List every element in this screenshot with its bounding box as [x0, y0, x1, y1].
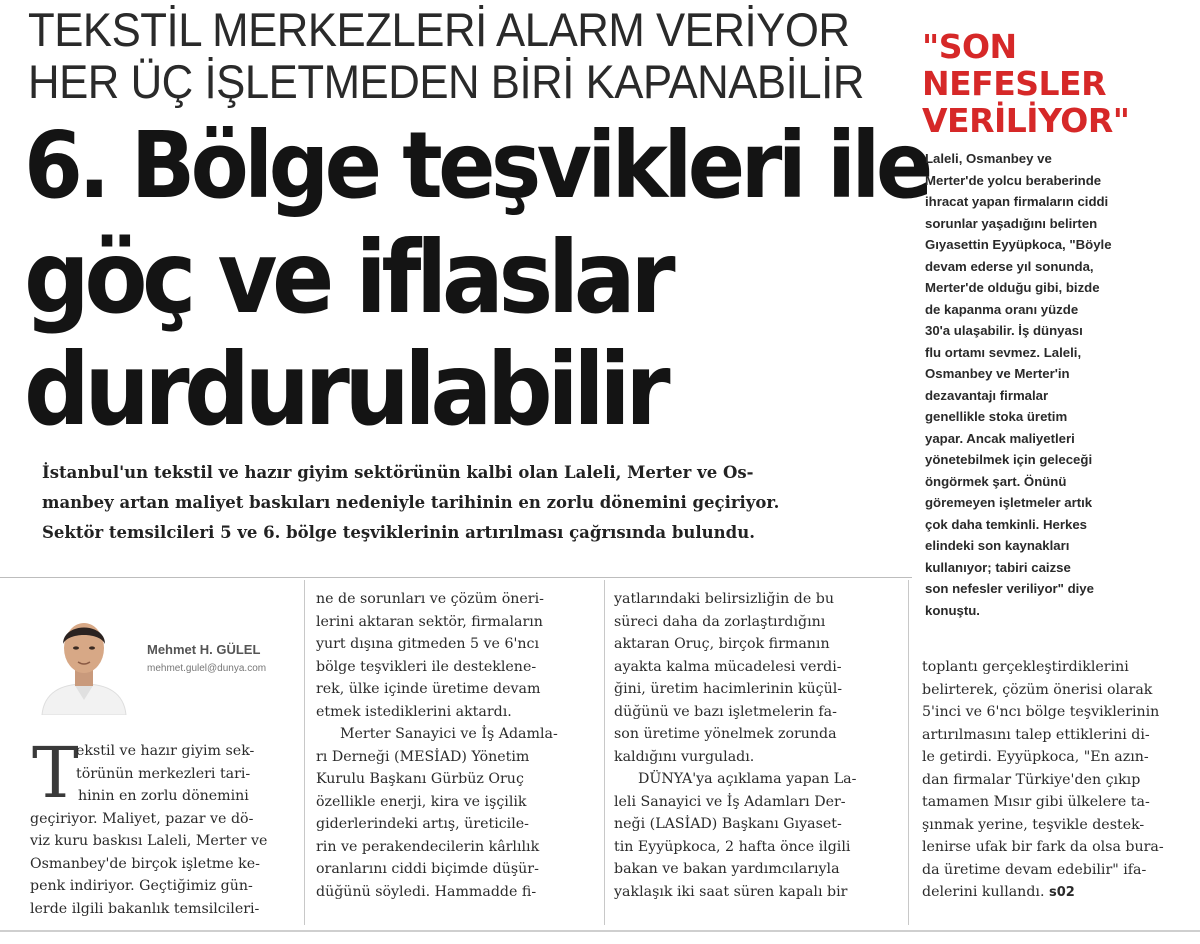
sidebar-line: yönetebilmek için geleceği — [925, 452, 1093, 467]
column-line: özellikle enerji, kira ve işçilik — [316, 793, 527, 810]
sidebar-line: sorunlar yaşadığını belirten — [925, 215, 1098, 231]
column-line: le getirdi. Eyyüpkoca, "En azın- — [922, 749, 1149, 765]
column-line: bakan ve bakan yardımcılarıyla — [614, 861, 840, 877]
column-line: süreci daha da zorlaştırdığını — [614, 613, 826, 630]
sidebar-line: 30'a ulaşabilir. İş dünyası — [925, 323, 1083, 338]
author-name: Mehmet H. GÜLEL — [147, 642, 261, 657]
column-line: geçiriyor. Maliyet, pazar ve dö- — [30, 810, 254, 827]
column-line: oranlarını ciddi biçimde düşür- — [316, 861, 539, 877]
author-email: mehmet.gulel@dunya.com — [147, 663, 267, 674]
column-line: ekstil ve hazır giyim sek- — [76, 743, 255, 759]
deck-line: Sektör temsilcileri 5 ve 6. bölge teşviklerinin artırılması çağrısında bulundu. — [42, 523, 755, 542]
sidebar-line: öngörmek şart. Önünü — [925, 473, 1067, 489]
column-line: ne de sorunları ve çözüm öneri- — [316, 591, 544, 607]
column-line: etmek istediklerini aktardı. — [316, 703, 512, 720]
column-line: aktaran Oruç, birçok firmanın — [614, 636, 830, 652]
author-signature: s02 — [1048, 885, 1075, 900]
column-line: son üretime yönelmek zorunda — [614, 726, 837, 742]
sidebar-line: genellikle stoka üretim — [925, 409, 1068, 424]
column-line: düğünü söyledi. Hammadde fi- — [316, 883, 537, 900]
kicker-line-1: TEKSTİL MERKEZLERİ ALARM VERİYOR — [28, 3, 850, 56]
sidebar-line: çok daha temkinli. Herkes — [925, 516, 1087, 532]
sidebar-line: dezavantajı firmalar — [925, 387, 1049, 403]
column-line: leli Sanayici ve İş Adamları Der- — [614, 793, 846, 810]
column-line: lerde ilgili bakanlık temsilcileri- — [30, 900, 260, 917]
sidebar-title-line: "SON — [922, 27, 1017, 66]
column-line: penk indiriyor. Geçtiğimiz gün- — [30, 878, 253, 894]
column-divider — [908, 580, 909, 925]
column-line: lenirse ufak bir fark da olsa bura- — [922, 839, 1164, 855]
sidebar-line: de kapanma oranı yüzde — [925, 301, 1079, 317]
column-line: neği (LASİAD) Başkanı Gıyaset- — [614, 816, 842, 832]
sidebar-line: konuştu. — [925, 602, 980, 618]
column-line: hinin en zorlu dönemini — [78, 788, 249, 804]
sidebar-line: elindeki son kaynakları — [925, 538, 1070, 553]
deck-line: İstanbul'un tekstil ve hazır giyim sektörünün kalbi olan Laleli, Merter ve Os- — [42, 463, 754, 482]
page-bottom-rule — [0, 930, 1200, 932]
column-line: rek, ülke içinde üretime devam — [316, 681, 541, 697]
article-column-2 — [316, 588, 596, 903]
sidebar-line: ihracat yapan firmaların ciddi — [925, 194, 1109, 209]
column-line: Kurulu Başkanı Gürbüz Oruç — [316, 771, 524, 787]
headline-line-1: 6. Bölge teşvikleri ile — [24, 112, 929, 219]
column-line: yurt dışına gitmeden 5 ve 6'ncı — [316, 636, 539, 652]
article-column-1 — [30, 732, 295, 920]
column-line: tin Eyyüpkoca, 2 hafta önce ilgili — [614, 838, 851, 855]
column-line: rı Derneği (MESİAD) Yönetim — [316, 748, 530, 765]
kicker-line-2: HER ÜÇ İŞLETMEDEN BİRİ KAPANABİLİR — [28, 55, 864, 108]
column-line: yatlarındaki belirsizliğin de bu — [614, 591, 834, 607]
sidebar-title-line: NEFESLER — [922, 64, 1106, 103]
column-line: toplantı gerçekleştirdiklerini — [922, 659, 1129, 675]
sidebar-line: flu ortamı sevmez. Laleli, — [925, 344, 1082, 360]
column-line: ğini, üretim hacimlerinin küçül- — [614, 681, 843, 697]
sidebar-line: Gıyasettin Eyyüpkoca, "Böyle — [925, 237, 1112, 252]
column-divider — [304, 580, 305, 925]
column-line: kaldığını vurguladı. — [614, 748, 755, 765]
deck-line: manbey artan maliyet baskıları nedeniyle tarihinin en zorlu dönemini geçiriyor. — [42, 493, 780, 512]
author-photo — [34, 600, 134, 715]
article-deck — [42, 458, 892, 548]
column-line-text: delerini kullandı. — [922, 884, 1045, 900]
headline — [24, 110, 929, 448]
column-line: artırılmasını talep ettiklerini di- — [922, 726, 1150, 743]
column-line: yaklaşık iki saat süren kapalı bir — [614, 883, 848, 900]
sidebar-title — [922, 28, 1192, 139]
sidebar-line: kullanıyor; tabiri caizse — [925, 559, 1071, 575]
column-line: viz kuru baskısı Laleli, Merter ve — [30, 833, 268, 849]
column-line: Osmanbey'de birçok işletme ke- — [30, 855, 260, 872]
sidebar-line: Osmanbey ve Merter'in — [925, 366, 1070, 381]
section-divider — [0, 577, 912, 578]
column-line: törünün merkezleri tari- — [76, 765, 251, 782]
sidebar-line: Merter'de yolcu beraberinde — [925, 172, 1102, 188]
sidebar-line: Merter'de olduğu gibi, bizde — [925, 280, 1100, 295]
column-line: belirterek, çözüm önerisi olarak — [922, 681, 1153, 698]
column-line: ayakta kalma mücadelesi verdi- — [614, 658, 842, 675]
sidebar-title-line: VERİLİYOR" — [922, 101, 1130, 140]
sidebar-line: göremeyen işletmeler artık — [925, 495, 1093, 510]
sidebar-line: yapar. Ancak maliyetleri — [925, 430, 1075, 446]
sidebar-line: son nefesler veriliyor" diye — [925, 581, 1094, 596]
article-column-4 — [922, 656, 1192, 905]
column-line: şınmak yerine, teşvikle destek- — [922, 816, 1145, 833]
drop-cap: T — [32, 732, 79, 814]
column-line: da üretime devam edebilir" ifa- — [922, 861, 1147, 878]
column-line: tamamen Mısır gibi ülkelere ta- — [922, 794, 1150, 810]
column-line: dan firmalar Türkiye'den çıkıp — [922, 771, 1141, 788]
column-line: Merter Sanayici ve İş Adamla- — [340, 726, 558, 742]
column-line: rin ve perakendecilerin kârlılık — [316, 838, 540, 855]
column-line: giderlerindeki artış, üreticile- — [316, 816, 529, 832]
article-column-3 — [614, 588, 899, 903]
column-line: DÜNYA'ya açıklama yapan La- — [638, 771, 857, 787]
sidebar-line: devam ederse yıl sonunda, — [925, 258, 1094, 274]
headline-line-2: göç ve iflaslar — [24, 219, 671, 336]
column-line: düğünü ve bazı işletmelerin fa- — [614, 703, 837, 720]
column-line: 5'inci ve 6'ncı bölge teşviklerinin — [922, 704, 1160, 720]
column-line: lerini aktaran sektör, firmaların — [316, 613, 543, 630]
column-line: bölge teşvikleri ile desteklene- — [316, 658, 537, 675]
column-line — [922, 881, 1192, 905]
sidebar-body — [925, 148, 1195, 621]
headline-line-3: durdurulabilir — [24, 331, 666, 448]
sidebar-line: Laleli, Osmanbey ve — [925, 151, 1052, 166]
column-divider — [604, 580, 605, 925]
